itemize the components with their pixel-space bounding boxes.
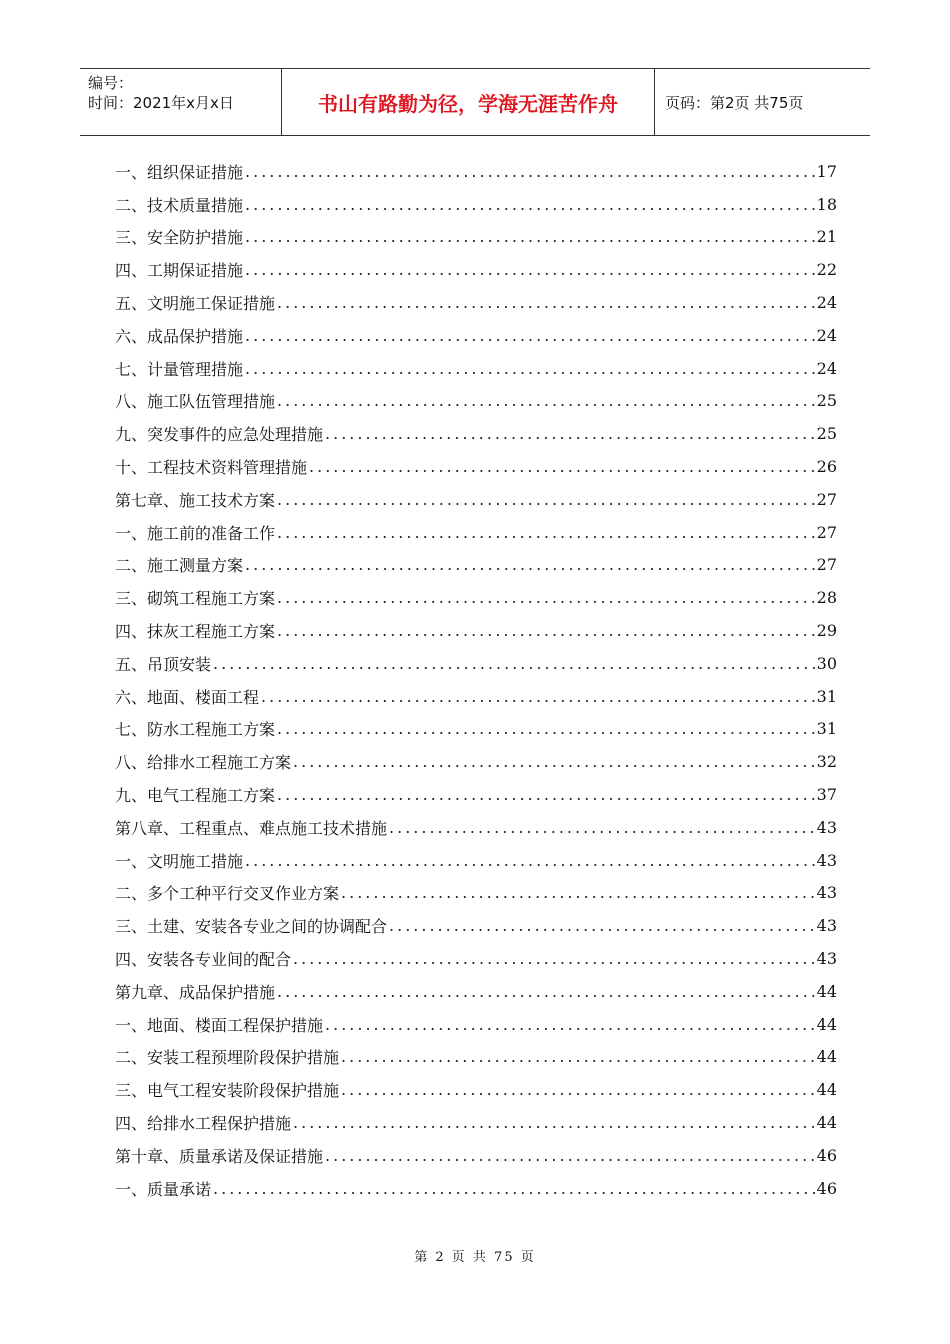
toc-entry-page: 43: [816, 949, 837, 969]
toc-entry-title: 一、组织保证措施: [115, 162, 244, 182]
toc-entry-page: 43: [816, 916, 837, 936]
toc-entry-title: 五、吊顶安装: [115, 654, 212, 674]
header-meta: [80, 69, 282, 135]
toc-leader-dots: [245, 227, 815, 246]
toc-entry-title: 一、地面、楼面工程保护措施: [115, 1015, 324, 1035]
toc-entry[interactable]: [115, 286, 837, 319]
toc-entry[interactable]: [115, 483, 837, 516]
toc-entry-title: 三、砌筑工程施工方案: [115, 589, 276, 609]
toc-entry-page: 25: [816, 424, 837, 444]
toc-leader-dots: [245, 851, 815, 870]
toc-entry-title: 一、文明施工措施: [115, 851, 244, 871]
toc-entry-page: 27: [816, 522, 837, 542]
toc-entry-page: 24: [816, 325, 837, 345]
toc-leader-dots: [245, 359, 815, 378]
toc-entry-title: 七、防水工程施工方案: [115, 720, 276, 740]
toc-entry-title: 六、地面、楼面工程: [115, 687, 260, 707]
toc-entry-title: 一、质量承诺: [115, 1179, 212, 1199]
toc-entry-title: 第七章、施工技术方案: [115, 490, 276, 510]
toc-entry-title: 七、计量管理措施: [115, 359, 244, 379]
toc-entry[interactable]: [115, 975, 837, 1008]
toc-entry-title: 第九章、成品保护措施: [115, 982, 276, 1002]
toc-entry-page: 24: [816, 293, 837, 313]
toc-entry-page: 31: [816, 686, 837, 706]
toc-entry-title: 第十章、质量承诺及保证措施: [115, 1146, 324, 1166]
header-slogan: 书山有路勤为径，学海无涯苦作舟: [282, 69, 655, 135]
toc-entry-page: 27: [816, 555, 837, 575]
toc-leader-dots: [277, 293, 815, 312]
toc-leader-dots: [341, 1080, 815, 1099]
toc-entry-title: 一、施工前的准备工作: [115, 523, 276, 543]
toc-leader-dots: [293, 1113, 815, 1132]
document-time: 时间：2021年x月x日: [88, 94, 234, 112]
toc-leader-dots: [277, 621, 815, 640]
toc-entry[interactable]: [115, 1139, 837, 1172]
toc-leader-dots: [325, 424, 815, 443]
toc-entry-page: 27: [816, 489, 837, 509]
toc-entry[interactable]: [115, 778, 837, 811]
toc-entry-page: 44: [816, 1014, 837, 1034]
toc-leader-dots: [293, 752, 815, 771]
toc-leader-dots: [277, 785, 815, 804]
toc-entry-title: 二、安装工程预埋阶段保护措施: [115, 1048, 340, 1068]
toc-entry[interactable]: [115, 844, 837, 877]
toc-entry-title: 四、给排水工程保护措施: [115, 1114, 292, 1133]
toc-entry-page: 28: [816, 588, 837, 608]
toc-entry-page: 22: [816, 260, 837, 280]
toc-entry-title: 二、技术质量措施: [115, 195, 244, 215]
toc-entry-title: 三、电气工程安装阶段保护措施: [115, 1081, 340, 1101]
toc-entry-title: 九、突发事件的应急处理措施: [115, 425, 324, 445]
toc-entry-title: 四、工期保证措施: [115, 261, 244, 281]
toc-entry-title: 第八章、工程重点、难点施工技术措施: [115, 818, 388, 838]
toc-entry[interactable]: [115, 155, 837, 188]
toc-entry-page: 44: [816, 1080, 837, 1100]
toc-entry[interactable]: [115, 713, 837, 746]
toc-leader-dots: [277, 588, 815, 607]
toc-leader-dots: [277, 490, 815, 509]
toc-entry[interactable]: [115, 877, 837, 910]
toc-leader-dots: [325, 1146, 815, 1165]
toc-entry-title: 二、多个工种平行交叉作业方案: [115, 884, 340, 904]
toc-entry-page: 29: [816, 621, 837, 641]
toc-entry-title: 八、给排水工程施工方案: [115, 753, 292, 773]
toc-entry-title: 二、施工测量方案: [115, 556, 244, 576]
toc-entry-page: 46: [816, 1145, 837, 1165]
toc-entry-page: 31: [816, 719, 837, 739]
toc-entry[interactable]: [115, 516, 837, 549]
toc-entry-page: 44: [816, 1047, 837, 1067]
toc-leader-dots: [389, 818, 815, 837]
document-number-label: 编号：: [88, 74, 134, 92]
toc-entry[interactable]: [115, 549, 837, 582]
toc-entry[interactable]: [115, 909, 837, 942]
toc-entry-page: 24: [816, 358, 837, 378]
toc-entry[interactable]: [115, 417, 837, 450]
toc-entry-title: 九、电气工程施工方案: [115, 786, 276, 806]
toc-entry[interactable]: [115, 450, 837, 483]
toc-entry-page: 25: [816, 391, 837, 411]
toc-entry[interactable]: [115, 1172, 837, 1205]
toc-entry[interactable]: [115, 188, 837, 221]
toc-entry[interactable]: [115, 680, 837, 713]
toc-leader-dots: [277, 391, 815, 410]
toc-leader-dots: [293, 949, 815, 968]
toc-entry-page: 43: [816, 883, 837, 903]
toc-entry-page: 26: [816, 457, 837, 477]
toc-leader-dots: [245, 555, 815, 574]
page-header: [80, 68, 870, 136]
toc-entry-page: 30: [816, 653, 837, 673]
toc-entry[interactable]: [115, 385, 837, 418]
toc-entry[interactable]: [115, 1041, 837, 1074]
toc-entry-page: 44: [816, 981, 837, 1001]
page-footer: 第 2 页 共 75 页: [414, 1250, 536, 1265]
toc-leader-dots: [245, 326, 815, 345]
toc-entry[interactable]: [115, 581, 837, 614]
toc-entry[interactable]: [115, 253, 837, 286]
toc-entry[interactable]: [115, 1008, 837, 1041]
toc-entry-title: 八、施工队伍管理措施: [115, 392, 276, 412]
toc-entry-page: 21: [816, 227, 837, 247]
toc-entry[interactable]: [115, 319, 837, 352]
toc-entry[interactable]: [115, 647, 837, 680]
toc-entry[interactable]: [115, 352, 837, 385]
toc-entry-title: 十、工程技术资料管理措施: [115, 458, 308, 478]
toc-leader-dots: [277, 523, 815, 542]
toc-entry-page: 43: [816, 850, 837, 870]
toc-entry-page: 18: [816, 194, 837, 214]
toc-leader-dots: [325, 1015, 815, 1034]
toc-entry[interactable]: [115, 942, 837, 975]
toc-leader-dots: [341, 1047, 815, 1066]
toc-entry[interactable]: [115, 1073, 837, 1106]
toc-entry[interactable]: [115, 745, 837, 778]
toc-leader-dots: [245, 260, 815, 279]
toc-leader-dots: [341, 883, 815, 902]
toc-entry-title: 三、安全防护措施: [115, 228, 244, 248]
toc-entry-page: 32: [816, 752, 837, 772]
toc-entry[interactable]: [115, 1106, 837, 1139]
toc-entry-page: 37: [816, 785, 837, 805]
toc-entry[interactable]: [115, 811, 837, 844]
toc-entry-page: 17: [816, 161, 837, 181]
toc-leader-dots: [277, 719, 815, 738]
toc-entry-page: 46: [816, 1178, 837, 1198]
toc-leader-dots: [277, 982, 815, 1001]
toc-entry[interactable]: [115, 614, 837, 647]
table-of-contents: [115, 155, 837, 1205]
toc-leader-dots: [245, 162, 815, 181]
toc-entry-title: 五、文明施工保证措施: [115, 294, 276, 314]
toc-entry-page: 43: [816, 817, 837, 837]
header-page-info: 页码：第2页 共75页: [665, 93, 804, 112]
toc-leader-dots: [261, 687, 815, 706]
toc-entry-title: 三、土建、安装各专业之间的协调配合: [115, 917, 388, 937]
toc-entry-page: 44: [816, 1113, 837, 1132]
toc-entry-title: 四、安装各专业间的配合: [115, 950, 292, 970]
toc-leader-dots: [245, 195, 815, 214]
toc-entry-title: 四、抹灰工程施工方案: [115, 622, 276, 642]
toc-leader-dots: [213, 654, 815, 673]
toc-leader-dots: [213, 1179, 815, 1198]
toc-entry[interactable]: [115, 221, 837, 254]
toc-leader-dots: [389, 916, 815, 935]
toc-entry-title: 六、成品保护措施: [115, 326, 244, 346]
toc-leader-dots: [309, 457, 815, 476]
